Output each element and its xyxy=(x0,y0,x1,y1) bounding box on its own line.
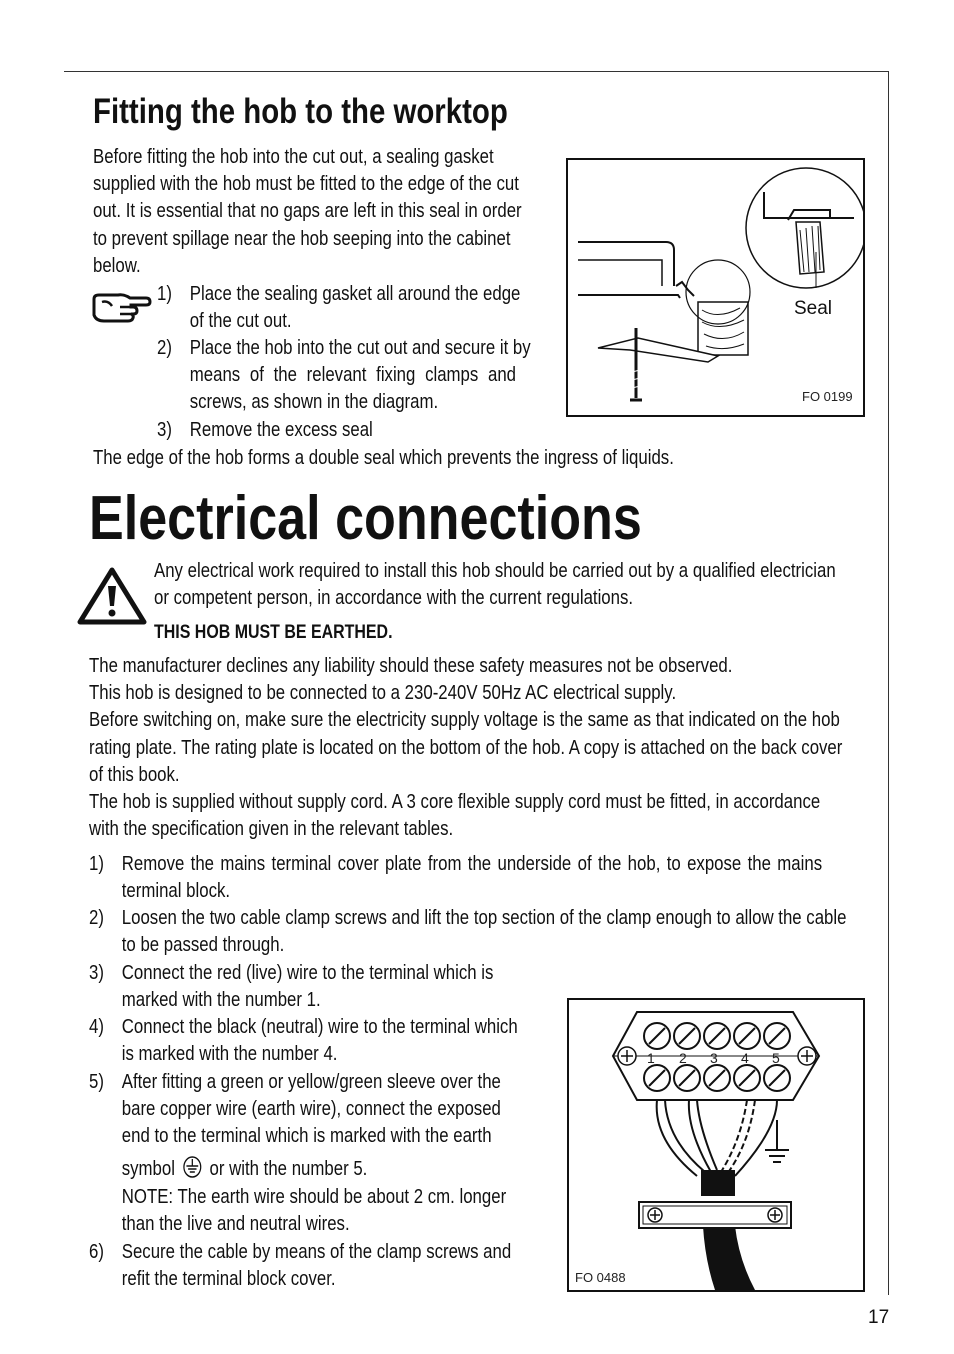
earth-symbol-icon xyxy=(180,1156,205,1178)
fitting-intro: Before fitting the hob into the cut out, a sealing gasket supplied with the hob must be fitted to the edge of the cut out. It is essential that no gaps are left in this seal in order to prevent spillage near the hob seeping into the cabinet below. xyxy=(93,146,522,277)
terminal-label-3: 3 xyxy=(710,1050,718,1066)
fitting-closing: The edge of the hob forms a double seal which prevents the ingress of liquids. xyxy=(93,447,674,469)
warning-text: Any electrical work required to install this hob should be carried out by a qualified electrician or competent person, in accordance with the current regulations. xyxy=(154,560,836,610)
electrical-body: The manufacturer declines any liability should these safety measures not be observed. This hob is designed to be connected to a 230-240V 50Hz AC electrical supply. Before switching on, make sure the electricity supply voltage is the same as that indicated on the hob rating plate. The rating plate is located on the bottom of the hob. A copy is attached on the back cover of this book. The hob is supplied without supply cord. A 3 core flexible supply cord must be fitted, in accordance with the specification given in the relevant tables. xyxy=(89,655,843,841)
terminal-label-1: 1 xyxy=(647,1050,655,1066)
seal-text: Seal xyxy=(794,298,833,319)
page-frame-top xyxy=(64,71,889,72)
terminal-label-2: 2 xyxy=(679,1050,687,1066)
warning-triangle-icon xyxy=(76,566,148,626)
section-title-fitting: Fitting the hob to the worktop xyxy=(93,92,508,131)
terminal-label-4: 4 xyxy=(741,1050,749,1066)
section-title-electrical: Electrical connections xyxy=(89,484,642,553)
terminal-block-diagram xyxy=(567,998,865,1292)
earthed-warning: THIS HOB MUST BE EARTHED. xyxy=(154,622,393,643)
seal-diagram-drawing xyxy=(568,160,863,415)
seal-diagram-code: FO 0199 xyxy=(802,389,853,404)
page-number: 17 xyxy=(868,1307,890,1328)
terminal-label-5: 5 xyxy=(772,1050,780,1066)
page-frame-right xyxy=(888,71,889,1295)
seal-diagram xyxy=(566,158,865,417)
terminal-block-drawing xyxy=(569,1000,863,1290)
terminal-diagram-code: FO 0488 xyxy=(575,1270,626,1285)
pointing-hand-icon xyxy=(90,290,152,324)
